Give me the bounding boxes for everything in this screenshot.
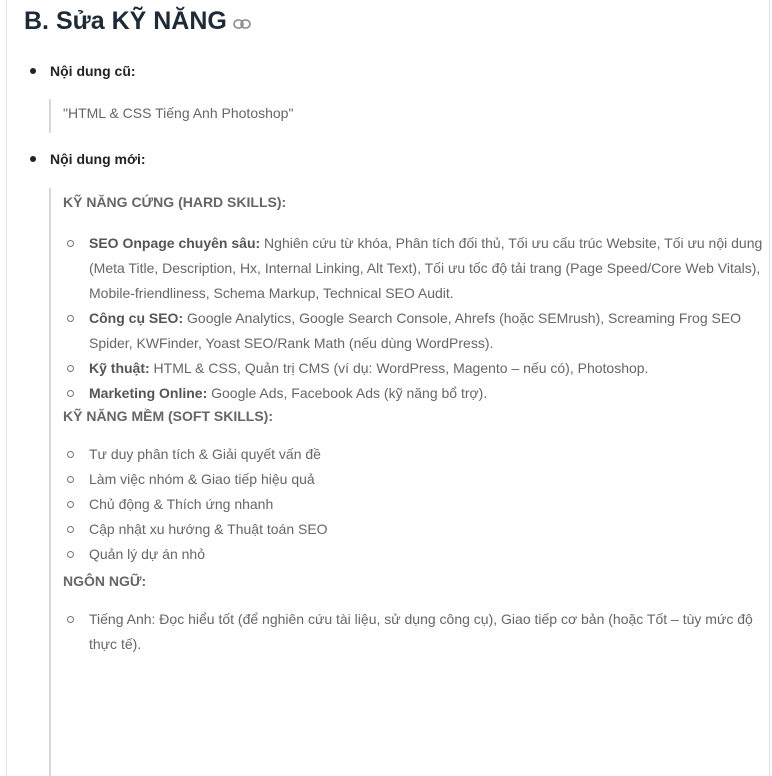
old-content-item <box>24 61 136 81</box>
bullet-dot <box>30 68 36 74</box>
list-item <box>63 381 763 406</box>
list-item: Chủ động & Thích ứng nhanh <box>63 492 763 517</box>
right-border <box>769 0 770 776</box>
item-text: Google Ads, Facebook Ads (kỹ năng bổ trợ). <box>207 385 488 401</box>
item-text: Google Analytics, Google Search Console, Ahrefs (hoặc SEMrush), Screaming Frog SEO Spider, KWFinder, Yoast SEO/Rank Math (nếu dùng WordPress). <box>89 310 742 351</box>
new-content-item <box>24 149 146 169</box>
list-item: Tiếng Anh: Đọc hiểu tốt (để nghiên cứu tài liệu, sử dụng công cụ), Giao tiếp cơ bản (hoặc Tốt – tùy mức độ thực tế). <box>63 607 763 657</box>
soft-skills-list <box>63 442 763 567</box>
hard-skills-list <box>63 231 763 406</box>
list-item <box>63 306 763 356</box>
item-text: HTML & CSS, Quản trị CMS (ví dụ: WordPress, Magento – nếu có), Photoshop. <box>149 360 649 376</box>
old-content-text: "HTML & CSS Tiếng Anh Photoshop" <box>63 105 294 121</box>
language-list <box>63 607 763 657</box>
item-label: Kỹ thuật: <box>89 360 150 376</box>
list-item: Làm việc nhóm & Giao tiếp hiệu quả <box>63 467 763 492</box>
bullet-dot <box>30 156 36 162</box>
language-title: NGÔN NGỮ: <box>63 573 147 589</box>
item-label: Công cụ SEO: <box>89 310 184 326</box>
item-text: Nghiên cứu từ khóa, Phân tích đối thủ, Tối ưu cấu trúc Website, Tối ưu nội dung (Meta Title, Description, Hx, Internal Linking, Alt Text), Tối ưu tốc độ tải trang (Page Speed/Core Web Vitals), Mobile-friendliness, Schema Markup, Technical SEO Audit. <box>89 235 763 301</box>
item-label: Marketing Online: <box>89 385 208 401</box>
item-label: SEO Onpage chuyên sâu: <box>89 235 261 251</box>
list-item <box>63 356 763 381</box>
list-item: Cập nhật xu hướng & Thuật toán SEO <box>63 517 763 542</box>
new-content-quote <box>49 188 763 776</box>
section-heading-text: B. Sửa KỸ NĂNG <box>24 7 227 35</box>
new-content-label: Nội dung mới: <box>50 151 146 167</box>
left-border <box>6 0 7 776</box>
soft-skills-title: KỸ NĂNG MỀM (SOFT SKILLS): <box>63 408 273 424</box>
hard-skills-title: KỸ NĂNG CỨNG (HARD SKILLS): <box>63 194 287 210</box>
list-item: Tư duy phân tích & Giải quyết vấn đề <box>63 442 763 467</box>
section-heading <box>24 6 251 36</box>
list-item: Quản lý dự án nhỏ <box>63 542 763 567</box>
link-icon[interactable] <box>233 6 251 36</box>
list-item <box>63 231 763 306</box>
old-content-label: Nội dung cũ: <box>50 63 136 79</box>
old-content-quote <box>49 99 293 133</box>
